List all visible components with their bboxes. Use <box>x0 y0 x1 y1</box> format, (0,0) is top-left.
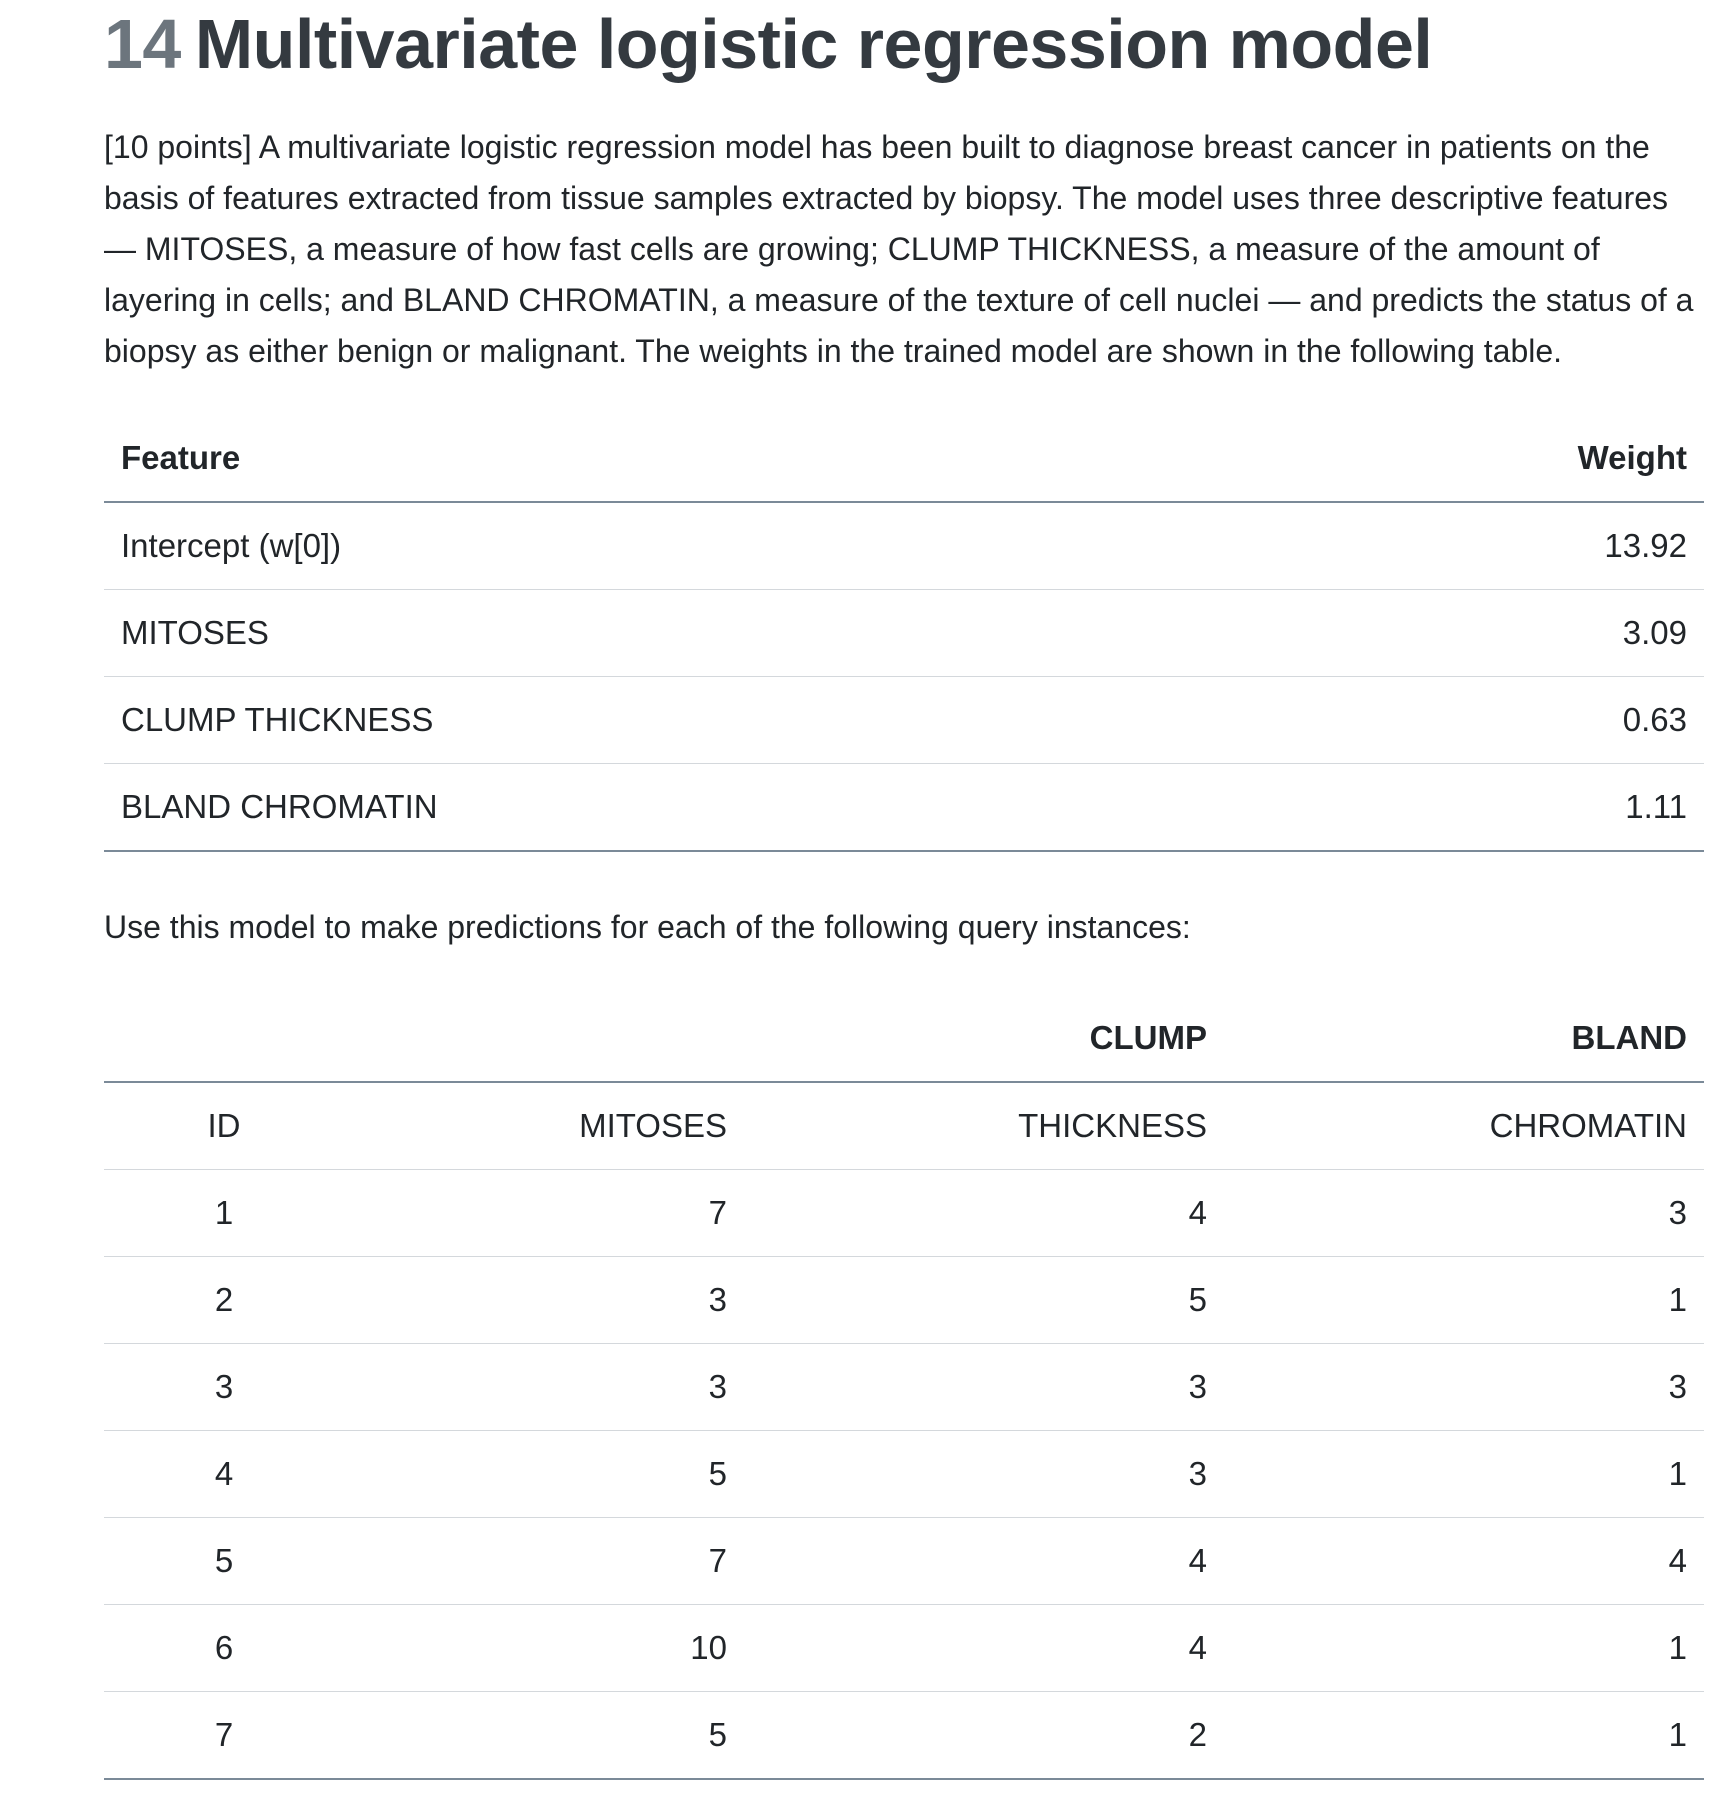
feature-cell: BLAND CHROMATIN <box>104 764 904 852</box>
mitoses-cell: 3 <box>344 1257 744 1344</box>
mitoses-cell: 10 <box>344 1605 744 1692</box>
table-row <box>104 590 1704 677</box>
id-cell: 7 <box>104 1692 344 1780</box>
mitoses-header-top <box>344 995 744 1082</box>
bland-chromatin-cell: 1 <box>1224 1431 1704 1518</box>
section-number: 14 <box>104 5 181 83</box>
clump-thickness-cell: 4 <box>744 1605 1224 1692</box>
clump-thickness-cell: 2 <box>744 1692 1224 1780</box>
mitoses-cell: 5 <box>344 1692 744 1780</box>
weight-cell: 0.63 <box>904 677 1704 764</box>
instruction-text: Use this model to make predictions for each of the following query instances: <box>104 909 1191 945</box>
feature-column-header: Feature <box>104 415 904 502</box>
query-header-row-bottom <box>104 1082 1704 1170</box>
section-title-text: Multivariate logistic regression model <box>194 5 1433 83</box>
weights-header-row <box>104 415 1704 502</box>
bland-chromatin-cell: 4 <box>1224 1518 1704 1605</box>
id-header-top <box>104 995 344 1082</box>
bland-chromatin-cell: 3 <box>1224 1344 1704 1431</box>
bland-chromatin-cell: 1 <box>1224 1692 1704 1780</box>
mitoses-cell: 7 <box>344 1518 744 1605</box>
mitoses-header: MITOSES <box>344 1082 744 1170</box>
table-row <box>104 1431 1704 1518</box>
clump-thickness-header: THICKNESS <box>744 1082 1224 1170</box>
weight-cell: 3.09 <box>904 590 1704 677</box>
weight-cell: 13.92 <box>904 502 1704 590</box>
feature-cell: MITOSES <box>104 590 904 677</box>
query-header-row-top <box>104 995 1704 1082</box>
section-heading <box>104 0 1706 84</box>
id-cell: 3 <box>104 1344 344 1431</box>
table-row <box>104 1170 1704 1257</box>
query-instances-table <box>104 995 1704 1780</box>
id-cell: 4 <box>104 1431 344 1518</box>
clump-header-top: CLUMP <box>744 995 1224 1082</box>
clump-thickness-cell: 3 <box>744 1344 1224 1431</box>
mitoses-cell: 7 <box>344 1170 744 1257</box>
mitoses-cell: 3 <box>344 1344 744 1431</box>
weight-cell: 1.11 <box>904 764 1704 852</box>
bland-header-top: BLAND <box>1224 995 1704 1082</box>
id-cell: 6 <box>104 1605 344 1692</box>
table-row <box>104 1518 1704 1605</box>
weights-table <box>104 415 1704 852</box>
table-row <box>104 1344 1704 1431</box>
bland-chromatin-cell: 1 <box>1224 1257 1704 1344</box>
table-row <box>104 1257 1704 1344</box>
id-cell: 5 <box>104 1518 344 1605</box>
bland-chromatin-cell: 3 <box>1224 1170 1704 1257</box>
id-cell: 2 <box>104 1257 344 1344</box>
id-header: ID <box>104 1082 344 1170</box>
table-row <box>104 1605 1704 1692</box>
problem-description: [10 points] A multivariate logistic regression model has been built to diagnose breast cancer in patients on the basis of features extracted from tissue samples extracted by biopsy. The model uses three descriptive features — MITOSES, a measure of how fast cells are growing; CLUMP THICKNESS, a measure of the amount of layering in cells; and BLAND CHROMATIN, a measure of the texture of cell nuclei — and predicts the status of a biopsy as either benign or malignant. The weights in the trained model are shown in the following table. <box>104 129 1694 369</box>
table-row <box>104 677 1704 764</box>
mitoses-cell: 5 <box>344 1431 744 1518</box>
clump-thickness-cell: 4 <box>744 1518 1224 1605</box>
feature-cell: Intercept (w[0]) <box>104 502 904 590</box>
clump-thickness-cell: 4 <box>744 1170 1224 1257</box>
table-row <box>104 764 1704 852</box>
document-content <box>104 0 1706 1780</box>
clump-thickness-cell: 3 <box>744 1431 1224 1518</box>
bland-chromatin-header: CHROMATIN <box>1224 1082 1704 1170</box>
feature-cell: CLUMP THICKNESS <box>104 677 904 764</box>
table-row <box>104 502 1704 590</box>
bland-chromatin-cell: 1 <box>1224 1605 1704 1692</box>
id-cell: 1 <box>104 1170 344 1257</box>
weight-column-header: Weight <box>904 415 1704 502</box>
clump-thickness-cell: 5 <box>744 1257 1224 1344</box>
table-row <box>104 1692 1704 1780</box>
